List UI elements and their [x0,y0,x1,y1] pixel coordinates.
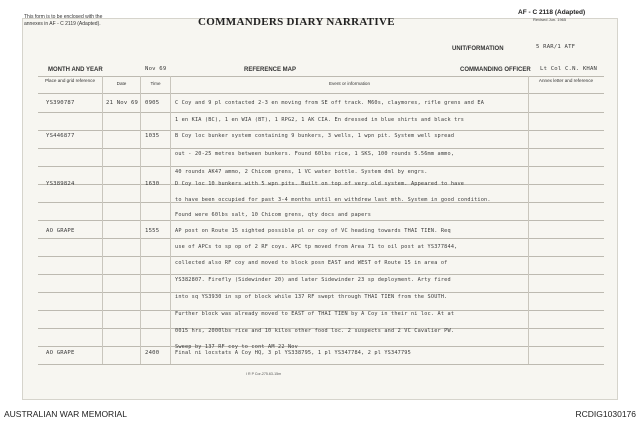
row-place: YS390787 [46,100,75,106]
row-place: AO GRAPE [46,228,75,234]
column-header-date: Date [116,81,127,86]
row-event-line: Final ni locstats A Coy HQ, 3 pl YS338795, 1 pl YS347784, 2 pl YS347795 [175,350,411,356]
form-number: AF - C 2118 (Adapted) [518,9,586,16]
row-time: 2400 [145,350,160,356]
unit-value: 5 RAR/1 ATF [536,44,576,50]
row-event-line: Further block was already moved to EAST of THAI TIEN by A Coy in their ni loc. At at [175,311,455,317]
page-title: COMMANDERS DIARY NARRATIVE [198,16,395,28]
row-event-line: 40 rounds AK47 ammo, 2 Chicom grens, 1 VC water bottle. System dml by engrs. [175,169,428,175]
row-event-line: AP post on Route 15 sighted possible pl or coy of VC heading towards THAI TIEN. Req [175,228,451,234]
row-rule [38,166,604,167]
row-rule [38,292,604,293]
row-rule [38,346,604,347]
row-rule [38,112,604,113]
row-event-line: Found were 60lbs salt, 10 Chicom grens, qty docs and papers [175,212,372,218]
column-header-annex: Annex letter and reference [538,78,594,83]
row-time: 0905 [145,100,160,106]
column-divider [102,76,103,364]
enclosure-note-line1: This form is to be enclosed with the [24,14,103,20]
column-divider [170,76,171,364]
archive-credit: AUSTRALIAN WAR MEMORIAL [4,409,127,419]
table-bottom-rule [38,364,604,365]
row-event-line: collected also RF coy and moved to block posn EAST and WEST of Route 15 in area of [175,260,448,266]
row-event-line: into sq YS3930 in sp of block while 137 RF swept through THAI TIEN from the SOUTH. [175,294,448,300]
header-bottom-rule [38,93,604,94]
row-event-line: 1 en KIA (BC), 1 en WIA (BT), 1 RPG2, 1 AK CIA. En dressed in blue shirts and black trs [175,117,465,123]
row-time: 1555 [145,228,160,234]
row-date: 21 Nov 69 [106,100,139,106]
row-rule [38,274,604,275]
month-year-value: Nov 69 [145,66,167,72]
row-event-line: Sweep by 137 RF coy to cont AM 22 Nov [175,344,298,350]
row-place: YS446877 [46,133,75,139]
month-year-label: MONTH AND YEAR [48,67,103,73]
column-header-place: Place and grid reference [44,78,96,83]
column-divider [140,76,141,364]
reference-map-label: REFERENCE MAP [244,67,297,73]
row-place: YS389824 [46,181,75,187]
row-event-line: to have been occupied for past 3-4 months until en withdrew last mth. System in good condition. [175,197,491,203]
record-id: RCDIG1030176 [575,409,636,419]
column-header-event: Event or information [328,81,371,86]
row-time: 1630 [145,181,160,187]
row-event-line: D Coy loc 10 bunkers with 5 wpn pits. Built on top of very old system. Appeared to have [175,181,465,187]
table-top-rule [38,76,604,77]
row-event-line: out - 20-25 metres between bunkers. Found 60lbs rice, 1 SKS, 100 rounds 5.56mm ammo, [175,151,455,157]
row-event-line: YS382807. Firefly (Sidewinder 20) and later Sidewinder 23 sp deployment. Arty fired [175,277,451,283]
row-rule [38,238,604,239]
enclosure-note-line2: annexes in AF - C 2119 (Adapted). [24,21,101,27]
row-rule [38,256,604,257]
row-rule [38,148,604,149]
row-event-line: B Coy loc bunker system containing 9 bunkers, 3 wells, 1 wpn pit. System well spread [175,133,455,139]
form-revised-date: Revised Jun. 1965 [533,17,567,22]
row-rule [38,130,604,131]
row-time: 1035 [145,133,160,139]
row-event-line: use of APCs to sp op of 2 RF coys. APC tp moved from Area 71 to oil post at YS377844, [175,244,458,250]
row-event-line: C Coy and 9 pl contacted 2-3 en moving from SE off track. M60s, claymores, rifle grens and EA [175,100,485,106]
printer-code: I R P Cor-275.63-15m [246,372,282,376]
enclosure-note [24,14,102,28]
row-place: AO GRAPE [46,350,75,356]
commanding-officer-label: COMMANDING OFFICER [460,67,531,73]
unit-label: UNIT/FORMATION [452,46,504,52]
column-header-time: Time [150,81,161,86]
row-rule [38,220,604,221]
row-event-line: 0015 hrs, 2000lbs rice and 10 kilos other food loc. 2 suspects and 2 VC Cavalier PW. [175,328,455,334]
column-divider [528,76,529,364]
commanding-officer-value: Lt Col C.N. KHAN [540,66,598,72]
